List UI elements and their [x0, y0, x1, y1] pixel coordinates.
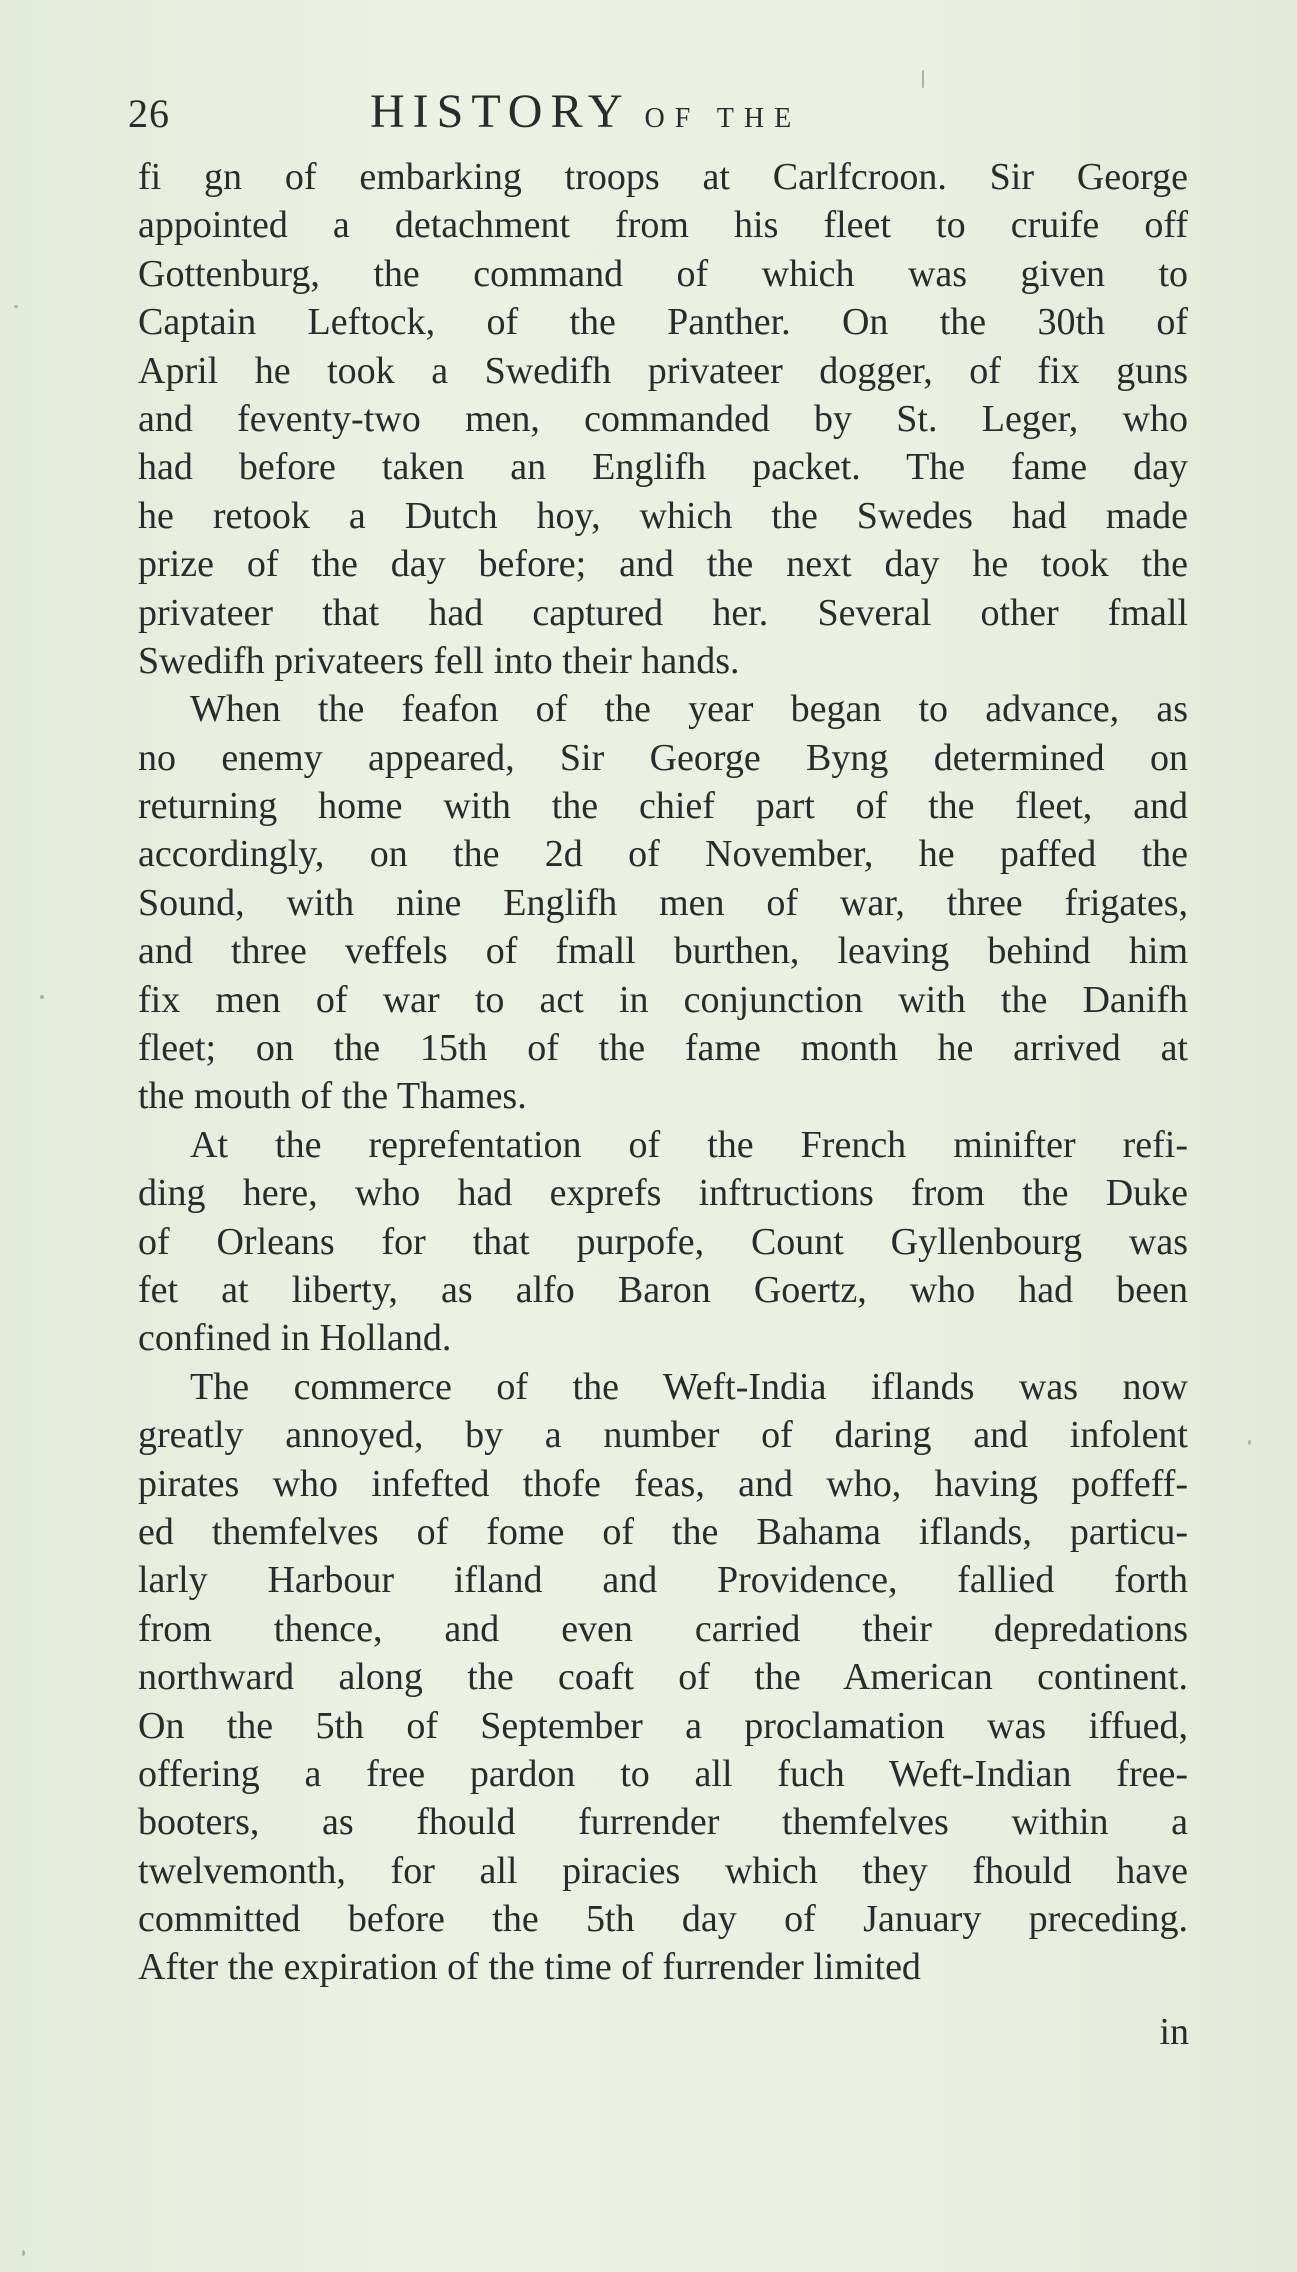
text-line: and feventy-two men, commanded by St. Leger, who: [138, 397, 1188, 440]
paragraph: [138, 1363, 1188, 1992]
text-line: committed before the 5th day of January preceding.: [138, 1898, 1188, 1941]
paper-speck: [1248, 1440, 1251, 1445]
page-number: 26: [128, 91, 170, 136]
text-line: northward along the coaft of the American continent.: [138, 1656, 1188, 1699]
text-line: and three veffels of fmall burthen, leaving behind him: [138, 930, 1188, 973]
text-line: fi gn of embarking troops at Carlfcroon. Sir George: [138, 156, 1188, 198]
running-head-small: OF THE: [644, 103, 802, 134]
page-header: [128, 84, 1188, 154]
text-line: pirates who infefted thofe feas, and who, having poffeff-: [138, 1462, 1188, 1505]
text-line: larly Harbour ifland and Providence, fallied forth: [138, 1559, 1188, 1602]
text-line: confined in Holland.: [138, 1317, 452, 1360]
paper-speck: [40, 995, 44, 999]
text-line: April he took a Swedifh privateer dogger, of fix guns: [138, 349, 1188, 392]
paper-speck: [22, 2250, 25, 2256]
text-line: twelvemonth, for all piracies which they fhould have: [138, 1849, 1188, 1892]
text-line: no enemy appeared, Sir George Byng determined on: [138, 736, 1188, 779]
text-line: The commerce of the Weft-India iflands was now: [190, 1365, 1188, 1408]
text-line: Sound, with nine Englifh men of war, three frigates,: [138, 881, 1188, 924]
paper-speck: [14, 305, 18, 308]
text-line: ed themfelves of fome of the Bahama iflands, particu-: [138, 1510, 1188, 1553]
paragraph: [138, 1121, 1188, 1363]
text-line: Gottenburg, the command of which was given to: [138, 252, 1188, 295]
body-text: [138, 153, 1188, 1992]
paper-speck: [922, 70, 924, 88]
running-head: [370, 84, 801, 139]
text-line: Captain Leftock, of the Panther. On the 30th of: [138, 301, 1188, 344]
text-line: On the 5th of September a proclamation was iffued,: [138, 1704, 1188, 1747]
text-line: fix men of war to act in conjunction with the Danifh: [138, 978, 1188, 1021]
text-line: When the feafon of the year began to advance, as: [190, 688, 1188, 731]
text-line: had before taken an Englifh packet. The fame day: [138, 446, 1188, 489]
catchword: in: [1159, 2011, 1189, 2053]
text-line: of Orleans for that purpofe, Count Gyllenbourg was: [138, 1220, 1188, 1263]
text-line: returning home with the chief part of the fleet, and: [138, 785, 1188, 828]
text-line: fet at liberty, as alfo Baron Goertz, who had been: [138, 1268, 1188, 1311]
text-line: appointed a detachment from his fleet to cruife off: [138, 204, 1188, 247]
text-line: After the expiration of the time of furrender limited: [138, 1946, 921, 1989]
text-line: ding here, who had exprefs inftructions from the Duke: [138, 1172, 1188, 1215]
text-line: Swedifh privateers fell into their hands.: [138, 639, 740, 682]
text-line: privateer that had captured her. Several other fmall: [138, 591, 1188, 634]
running-head-title: HISTORY: [370, 85, 631, 138]
text-line: At the reprefentation of the French minifter refi-: [190, 1123, 1188, 1166]
text-line: prize of the day before; and the next day he took the: [138, 543, 1188, 586]
text-line: accordingly, on the 2d of November, he paffed the: [138, 833, 1188, 876]
paragraph: [138, 685, 1188, 1121]
text-line: offering a free pardon to all fuch Weft-Indian free-: [138, 1752, 1188, 1795]
text-line: greatly annoyed, by a number of daring and infolent: [138, 1414, 1188, 1457]
text-line: the mouth of the Thames.: [138, 1075, 527, 1118]
text-line: from thence, and even carried their depredations: [138, 1607, 1188, 1650]
paragraph: [138, 153, 1188, 685]
text-line: booters, as fhould furrender themfelves within a: [138, 1801, 1188, 1844]
text-line: fleet; on the 15th of the fame month he arrived at: [138, 1027, 1188, 1070]
text-line: he retook a Dutch hoy, which the Swedes had made: [138, 494, 1188, 537]
